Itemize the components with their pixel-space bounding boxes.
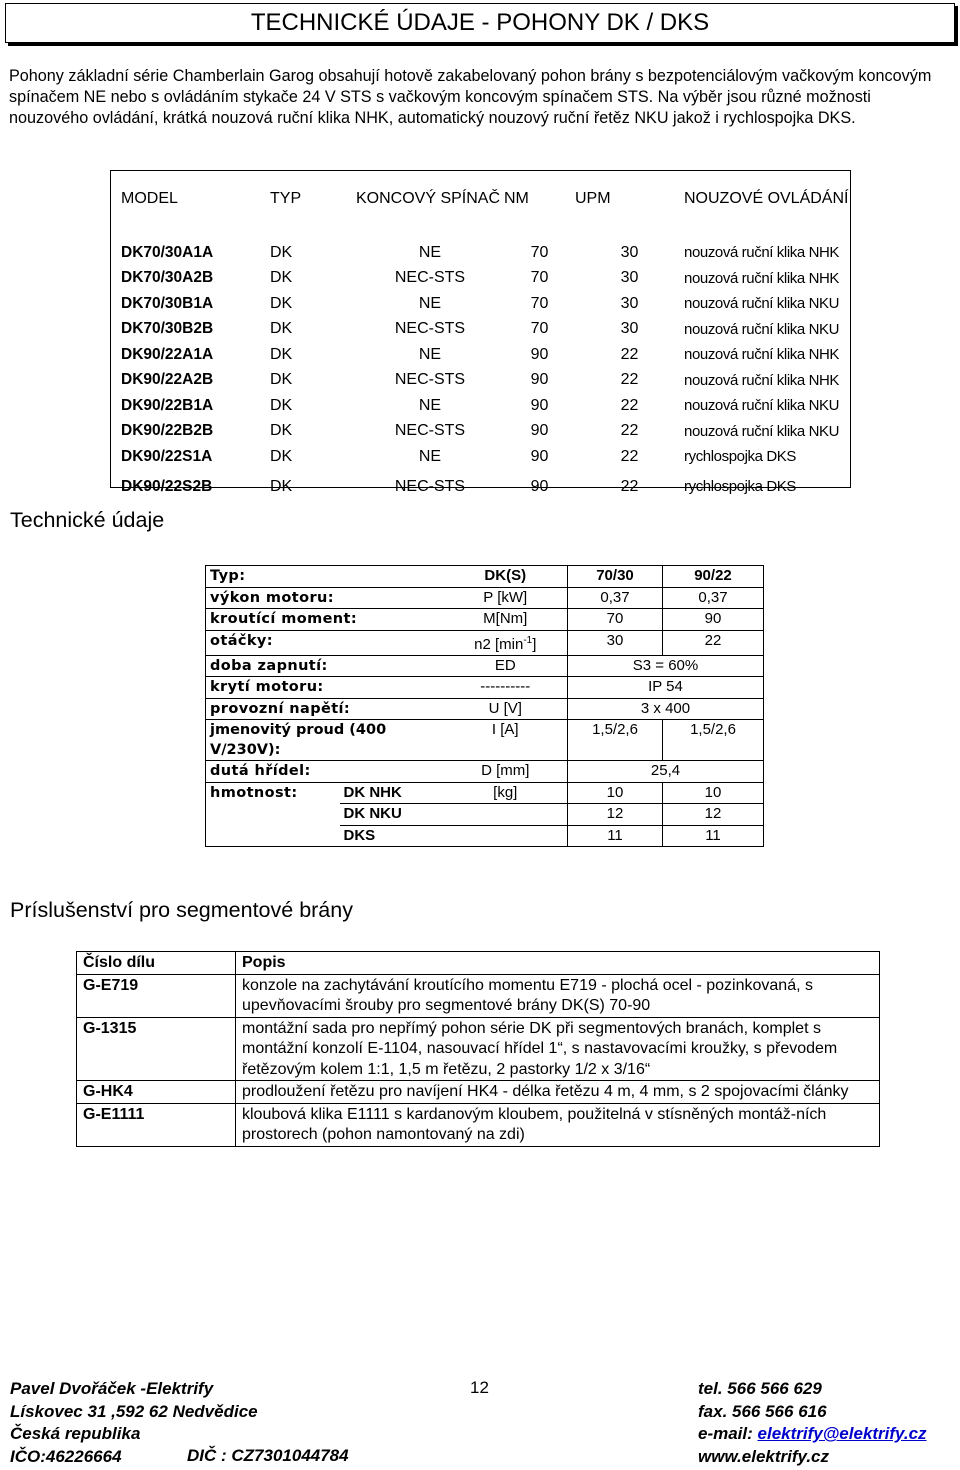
table-row bbox=[111, 317, 850, 343]
napeti-label: provozní napětí: bbox=[206, 698, 444, 720]
spinac-cell: NEC-STS bbox=[394, 320, 466, 338]
hm-unit: [kg] bbox=[444, 782, 568, 804]
nm-cell: 70 bbox=[530, 294, 549, 312]
moment-unit: M[Nm] bbox=[444, 609, 568, 631]
typ-cell: DK bbox=[270, 243, 293, 261]
table-row bbox=[111, 266, 850, 292]
footer-address: Lískovec 31 ,592 62 Nedvědice bbox=[10, 1401, 258, 1421]
model-table-header bbox=[111, 171, 850, 227]
upm-cell: 22 bbox=[620, 396, 639, 414]
table-row bbox=[206, 630, 764, 655]
footer-country: Česká republika bbox=[10, 1424, 141, 1443]
model-cell: DK90/22B2B bbox=[121, 422, 214, 440]
table-row bbox=[111, 419, 850, 445]
model-cell: DK90/22A1A bbox=[121, 345, 214, 363]
header-upm: UPM bbox=[575, 190, 611, 207]
moment-b: 90 bbox=[663, 609, 764, 631]
model-cell: DK90/22S2B bbox=[121, 477, 213, 495]
header-part-number: Číslo dílu bbox=[77, 952, 236, 975]
model-cell: DK70/30B1A bbox=[121, 294, 214, 312]
footer-web[interactable]: www.elektrify.cz bbox=[698, 1446, 830, 1466]
nm-cell: 70 bbox=[530, 320, 549, 338]
napeti-val: 3 x 400 bbox=[568, 698, 764, 720]
hmotnost-label: hmotnost: bbox=[206, 782, 340, 804]
part-number: G-E719 bbox=[77, 974, 236, 1017]
hm2-label: DK NKU bbox=[340, 804, 444, 826]
table-row bbox=[206, 698, 764, 720]
spinac-cell: NEC-STS bbox=[394, 269, 466, 287]
nm-cell: 90 bbox=[530, 345, 549, 363]
nm-cell: 90 bbox=[530, 396, 549, 414]
nm-cell: 70 bbox=[530, 243, 549, 261]
table-row bbox=[111, 368, 850, 394]
spinac-cell: NE bbox=[418, 243, 442, 261]
nm-cell: 70 bbox=[530, 269, 549, 287]
ovladani-cell: nouzová ruční klika NKU bbox=[684, 295, 840, 313]
napeti-unit: U [V] bbox=[444, 698, 568, 720]
footer-email-line bbox=[698, 1423, 927, 1446]
typ-cell: DK bbox=[270, 345, 293, 363]
upm-cell: 22 bbox=[620, 447, 639, 465]
ovladani-cell: nouzová ruční klika NKU bbox=[684, 320, 840, 338]
table-row bbox=[206, 804, 764, 826]
proud-label: jmenovitý proud (400 V/230V): bbox=[206, 720, 444, 761]
typ-cell: DK bbox=[270, 320, 293, 338]
header-model: MODEL bbox=[121, 190, 178, 207]
ovladani-cell: rychlospojka DKS bbox=[684, 478, 796, 495]
table-row bbox=[206, 825, 764, 847]
upm-cell: 30 bbox=[620, 294, 639, 312]
otacky-b: 22 bbox=[663, 630, 764, 655]
page-title: TECHNICKÉ ÚDAJE - POHONY DK / DKS bbox=[5, 3, 955, 43]
intro-paragraph: Pohony základní série Chamberlain Garog obsahují hotově zakabelovaný pohon brány s bezpotenciálovým vačkovým koncovým spínačem NE nebo s ovládáním stykače 24 V STS s vačkovým koncovým spínačem STS. Na výběr jsou různé možnosti nouzového ovládání, krátká nouzová ruční klika NHK, automatický nouzový ruční řetěz NKU jakož i rychlospojka DKS. bbox=[9, 67, 932, 127]
typ-cell: DK bbox=[270, 422, 293, 440]
part-description: konzole na zachytávání kroutícího momentu E719 - plochá ocel - pozinkovaná, s upevňovacími šrouby pro segmentové brány DK(S) 70-90 bbox=[236, 974, 880, 1017]
part-description: prodloužení řetězu pro navíjení HK4 - délka řetězu 4 m, 4 mm, s 2 spojovacími články bbox=[236, 1081, 880, 1104]
vykon-a: 0,37 bbox=[568, 587, 663, 609]
part-number: G-E1111 bbox=[77, 1103, 236, 1146]
upm-cell: 22 bbox=[620, 345, 639, 363]
spinac-cell: NEC-STS bbox=[394, 477, 466, 495]
vykon-b: 0,37 bbox=[663, 587, 764, 609]
spacer-row bbox=[111, 227, 850, 240]
table-row bbox=[77, 1081, 880, 1104]
typ-a: 70/30 bbox=[568, 566, 663, 588]
typ-cell: DK bbox=[270, 269, 293, 287]
spinac-cell: NEC-STS bbox=[394, 422, 466, 440]
spinac-cell: NEC-STS bbox=[394, 371, 466, 389]
header-nouzove-ovladani: NOUZOVÉ OVLÁDÁNÍ bbox=[684, 190, 849, 207]
ovladani-cell: nouzová ruční klika NHK bbox=[684, 269, 840, 287]
hm3-b: 11 bbox=[663, 825, 764, 847]
footer-contact-right bbox=[698, 1378, 927, 1468]
ovladani-cell: nouzová ruční klika NHK bbox=[684, 244, 840, 262]
table-row bbox=[206, 566, 764, 588]
otacky-unit: n2 $[\min^{-1}]$ bbox=[444, 630, 568, 655]
footer-tel: tel. 566 566 629 bbox=[698, 1379, 822, 1398]
model-cell: DK70/30A2B bbox=[121, 269, 214, 287]
typ-cell: DK bbox=[270, 477, 293, 495]
kryti-unit: ---------- bbox=[444, 677, 568, 699]
upm-cell: 30 bbox=[620, 243, 639, 261]
spinac-cell: NE bbox=[418, 345, 442, 363]
hm1-b: 10 bbox=[663, 782, 764, 804]
model-cell: DK90/22B1A bbox=[121, 396, 214, 414]
upm-cell: 22 bbox=[620, 422, 639, 440]
hridel-val: 25,4 bbox=[568, 761, 764, 783]
email-link[interactable]: elektrify@elektrify.cz bbox=[757, 1424, 927, 1443]
hridel-label: dutá hřídel: bbox=[206, 761, 444, 783]
table-row bbox=[77, 974, 880, 1017]
upm-cell: 30 bbox=[620, 269, 639, 287]
model-cell: DK90/22S1A bbox=[121, 447, 213, 465]
table-row bbox=[111, 240, 850, 266]
ovladani-cell: nouzová ruční klika NHK bbox=[684, 371, 840, 389]
table-row bbox=[206, 655, 764, 677]
doba-unit: ED bbox=[444, 655, 568, 677]
spinac-cell: NE bbox=[418, 447, 442, 465]
hm1-a: 10 bbox=[568, 782, 663, 804]
typ-unit: DK(S) bbox=[444, 566, 568, 588]
nm-cell: 90 bbox=[530, 447, 549, 465]
upm-cell: 22 bbox=[620, 477, 639, 495]
doba-val: S3 = 60% bbox=[568, 655, 764, 677]
kryti-label: krytí motoru: bbox=[206, 677, 444, 699]
table-row bbox=[111, 470, 850, 504]
part-description: montážní sada pro nepřímý pohon série DK při segmentových branách, komplet s montážní konzolí E-1104, nasouvací hřídel 1“, s nastavovacími kroužky, s převodem řetězovým kolem 1:1, 1,5 m řetězu, 2 pastorky 1/2 x 3/16“ bbox=[236, 1017, 880, 1081]
typ-b: 90/22 bbox=[663, 566, 764, 588]
moment-label: kroutící moment: bbox=[206, 609, 444, 631]
nm-cell: 90 bbox=[530, 371, 549, 389]
header-typ: TYP bbox=[270, 190, 302, 207]
proud-a: 1,5/2,6 bbox=[568, 720, 663, 761]
accessories-header bbox=[77, 952, 880, 975]
page-number: 12 bbox=[470, 1378, 489, 1397]
typ-cell: DK bbox=[270, 447, 293, 465]
otacky-label: otáčky: bbox=[206, 630, 444, 655]
hm1-label: DK NHK bbox=[340, 782, 444, 804]
vykon-unit: P [kW] bbox=[444, 587, 568, 609]
spinac-cell: NE bbox=[418, 294, 442, 312]
vykon-label: výkon motoru: bbox=[206, 587, 444, 609]
hm3-label: DKS bbox=[340, 825, 444, 847]
table-row bbox=[77, 1103, 880, 1146]
nm-cell: 90 bbox=[530, 477, 549, 495]
model-cell: DK70/30A1A bbox=[121, 243, 214, 261]
part-number: G-HK4 bbox=[77, 1081, 236, 1104]
hm2-a: 12 bbox=[568, 804, 663, 826]
proud-unit: I [A] bbox=[444, 720, 568, 761]
header-description: Popis bbox=[236, 952, 880, 975]
hridel-unit: D [mm] bbox=[444, 761, 568, 783]
ovladani-cell: nouzová ruční klika NHK bbox=[684, 346, 840, 364]
table-row bbox=[111, 342, 850, 368]
table-row bbox=[111, 444, 850, 470]
accessories-heading: Príslušenství pro segmentové brány bbox=[10, 898, 353, 922]
footer-name: Pavel Dvořáček -Elektrify bbox=[10, 1379, 214, 1398]
ovladani-cell: nouzová ruční klika NKU bbox=[684, 422, 840, 440]
model-table bbox=[110, 170, 851, 495]
header-nm: NM bbox=[504, 190, 529, 207]
upm-cell: 30 bbox=[620, 320, 639, 338]
tech-heading: Technické údaje bbox=[10, 508, 165, 532]
header-koncovy-spinac: KONCOVÝ SPÍNAČ bbox=[356, 190, 501, 207]
otacky-a: 30 bbox=[568, 630, 663, 655]
doba-label: doba zapnutí: bbox=[206, 655, 444, 677]
table-row bbox=[206, 761, 764, 783]
upm-cell: 22 bbox=[620, 371, 639, 389]
spinac-cell: NE bbox=[418, 396, 442, 414]
footer-dic: DIČ : CZ7301044784 bbox=[187, 1446, 349, 1465]
moment-a: 70 bbox=[568, 609, 663, 631]
nm-cell: 90 bbox=[530, 422, 549, 440]
table-row bbox=[206, 609, 764, 631]
proud-b: 1,5/2,6 bbox=[663, 720, 764, 761]
footer-email-label: e-mail: bbox=[698, 1424, 758, 1443]
table-row bbox=[206, 782, 764, 804]
hm2-b: 12 bbox=[663, 804, 764, 826]
table-row bbox=[111, 291, 850, 317]
ovladani-cell: rychlospojka DKS bbox=[684, 448, 796, 466]
typ-cell: DK bbox=[270, 396, 293, 414]
table-row bbox=[111, 393, 850, 419]
model-cell: DK90/22A2B bbox=[121, 371, 214, 389]
kryti-val: IP 54 bbox=[568, 677, 764, 699]
tech-table bbox=[205, 565, 764, 847]
accessories-table bbox=[76, 951, 880, 1147]
typ-label: Typ: bbox=[206, 566, 444, 588]
typ-cell: DK bbox=[270, 371, 293, 389]
table-row bbox=[77, 1017, 880, 1081]
footer-ico: IČO:46226664 bbox=[10, 1446, 122, 1466]
typ-cell: DK bbox=[270, 294, 293, 312]
hm3-a: 11 bbox=[568, 825, 663, 847]
part-description: kloubová klika E1111 s kardanovým kloubem, použitelná v stísněných montáž-ních prostorech (pohon namontovaný na zdi) bbox=[236, 1103, 880, 1146]
table-row bbox=[206, 677, 764, 699]
footer-fax: fax. 566 566 616 bbox=[698, 1401, 827, 1421]
ovladani-cell: nouzová ruční klika NKU bbox=[684, 397, 840, 415]
model-cell: DK70/30B2B bbox=[121, 320, 214, 338]
table-row bbox=[206, 587, 764, 609]
part-number: G-1315 bbox=[77, 1017, 236, 1081]
table-row bbox=[206, 720, 764, 761]
